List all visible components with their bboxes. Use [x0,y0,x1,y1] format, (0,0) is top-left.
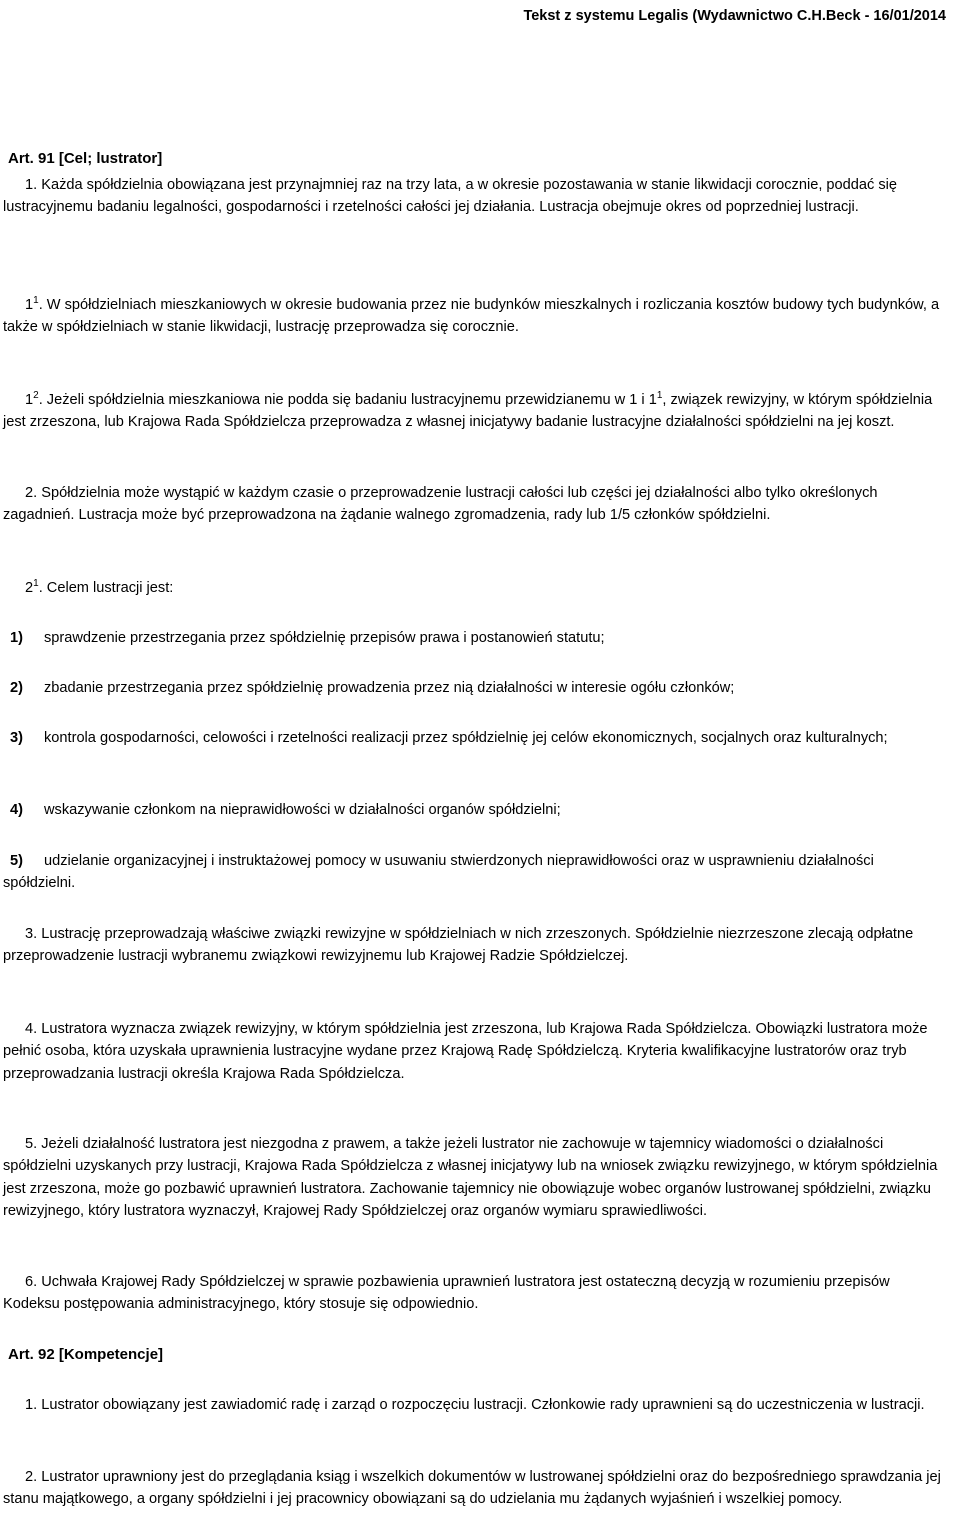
list-item-text: sprawdzenie przestrzegania przez spółdzielnię przepisów prawa i postanowień statutu; [44,630,605,646]
article-92-title: Art. 92 [Kompetencje] [8,1346,164,1363]
list-item [3,799,948,821]
reference-link-1-1[interactable] [649,392,663,408]
art91-paragraph-1-1-text: . W spółdzielniach mieszkaniowych w okresie budowania przez nie budynków mieszkalnych i rozliczania kosztów budowy tych budynków, a także w spółdzielniach w stanie likwidacji, lustrację przeprowadza się corocznie. [3,297,940,336]
list-item-text: udzielanie organizacyjnej i instruktażowej pomocy w usuwaniu stwierdzonych nieprawidłowości oraz w usprawnieniu działalności spółdzielni. [3,853,874,892]
reference-link-1[interactable]: 1 [629,392,638,408]
paragraph-superscript: 1 [33,578,39,589]
list-item-number: 5) [10,853,23,869]
list-item-number: 1) [10,630,23,646]
art91-paragraph-1-text: 1. Każda spółdzielnia obowiązana jest przynajmniej raz na trzy lata, a w okresie pozostawania w stanie likwidacji corocznie, poddać się lustracyjnemu badaniu legalności, gospodarności i rzetelności całości jej działania. Lustracja obejmuje okres od poprzedniej lustracji. [3,177,898,216]
art91-paragraph-6 [3,1271,948,1316]
art91-paragraph-1-2-text-b: i [637,392,649,408]
art91-paragraph-3 [3,923,948,968]
art91-paragraph-3-text: 3. Lustrację przeprowadzają właściwe związki rewizyjne w spółdzielniach w nich zrzeszonych. Spółdzielnie niezrzeszone zlecają odpłatne przeprowadzenie lustracji wybranemu związkowi rewizyjnemu lub Krajowej Radzie Spółdzielczej. [3,926,914,965]
list-item-number: 3) [10,730,23,746]
art91-paragraph-5 [3,1133,948,1222]
list-item-number: 2) [10,680,23,696]
art92-paragraph-1 [3,1394,948,1416]
paragraph-superscript: 1 [33,295,39,306]
art91-paragraph-1-1 [3,294,948,339]
art91-paragraph-6-text: 6. Uchwała Krajowej Rady Spółdzielczej w sprawie pozbawienia uprawnień lustratora jest ostateczną decyzją w rozumieniu przepisów Kodeksu postępowania administracyjnego, który stosuje się odpowiednio. [3,1274,890,1313]
paragraph-number: 2 [25,580,34,596]
list-item [3,627,948,649]
list-item-text: wskazywanie członkom na nieprawidłowości w działalności organów spółdzielni; [44,802,561,818]
document-source-header: Tekst z systemu Legalis (Wydawnictwo C.H.Beck - 16/01/2014 [523,8,946,24]
art91-paragraph-1 [3,174,948,219]
art91-paragraph-2-1-text: . Celem lustracji jest: [38,580,174,596]
paragraph-superscript: 2 [33,390,39,401]
art92-paragraph-2-text: 2. Lustrator uprawniony jest do przeglądania ksiąg i wszelkich dokumentów w lustrowanej spółdzielni oraz do bezpośredniego sprawdzania jej stanu majątkowego, a organy spółdzielni i jej pracownicy obowiązani są do udzielania mu żądanych wyjaśnień i wszelkiej pomocy. [3,1469,941,1508]
list-item [3,850,948,895]
art92-paragraph-1-text: 1. Lustrator obowiązany jest zawiadomić radę i zarząd o rozpoczęciu lustracji. Członkowie rady uprawnieni są do uczestniczenia w lustracji. [25,1397,925,1413]
article-91-title: Art. 91 [Cel; lustrator] [8,150,163,167]
art91-paragraph-1-2-text-c: , związek rewizyjny, w którym spółdzielnia jest zrzeszona, lub Krajowa Rada Spółdzielcza przeprowadza z własnej inicjatywy badanie lustracyjne działalności spółdzielni na jej koszt. [3,392,933,431]
art91-paragraph-4-text: 4. Lustratora wyznacza związek rewizyjny, w którym spółdzielnia jest zrzeszona, lub Krajowa Rada Spółdzielcza. Obowiązki lustratora może pełnić osoba, która uzyskała uprawnienia lustracyjne wydane przez Krajową Radę Spółdzielczą. Kryteria kwalifikacyjne lustratorów oraz tryb przeprowadzania lustracji określa Krajowa Rada Spółdzielcza. [3,1021,928,1082]
reference-number: 1 [648,392,657,408]
art92-paragraph-2 [3,1466,948,1511]
art91-paragraph-4 [3,1018,948,1085]
art91-paragraph-2-1 [3,577,948,599]
art91-paragraph-1-2 [3,389,948,434]
list-item-text: zbadanie przestrzegania przez spółdzielnię prowadzenia przez nią działalności w interesie ogółu członków; [44,680,735,696]
art91-paragraph-2-text: 2. Spółdzielnia może wystąpić w każdym czasie o przeprowadzenie lustracji całości lub części jej działalności albo tylko określonych zagadnień. Lustracja może być przeprowadzona na żądanie walnego zgromadzenia, rady lub 1/5 członków spółdzielni. [3,485,878,524]
list-item [3,677,948,699]
list-item-number: 4) [10,802,23,818]
paragraph-number: 1 [25,297,34,313]
list-item [3,727,948,749]
art91-paragraph-1-2-text-a: . Jeżeli spółdzielnia mieszkaniowa nie podda się badaniu lustracyjnemu przewidzianemu w [38,392,630,408]
art91-paragraph-5-text: 5. Jeżeli działalność lustratora jest niezgodna z prawem, a także jeżeli lustrator nie zachowuje w tajemnicy wiadomości o działalności spółdzielni uzyskanych przy lustracji, Krajowa Rada Spółdzielcza z własnej inicjatywy lub na wniosek związku rewizyjnego, w którym spółdzielnia jest zrzeszona, może go pozbawić uprawnień lustratora. Zachowanie tajemnicy nie obowiązuje wobec organów lustrowanej spółdzielni, związku rewizyjnego, który lustratora wyznaczył, Krajowej Rady Spółdzielczej oraz organów wymiaru sprawiedliwości. [3,1136,938,1219]
paragraph-number: 1 [25,392,34,408]
reference-superscript: 1 [656,390,663,401]
art91-paragraph-2 [3,482,948,527]
list-item-text: kontrola gospodarności, celowości i rzetelności realizacji przez spółdzielnię jej celów ekonomicznych, socjalnych oraz kulturalnych; [44,730,888,746]
